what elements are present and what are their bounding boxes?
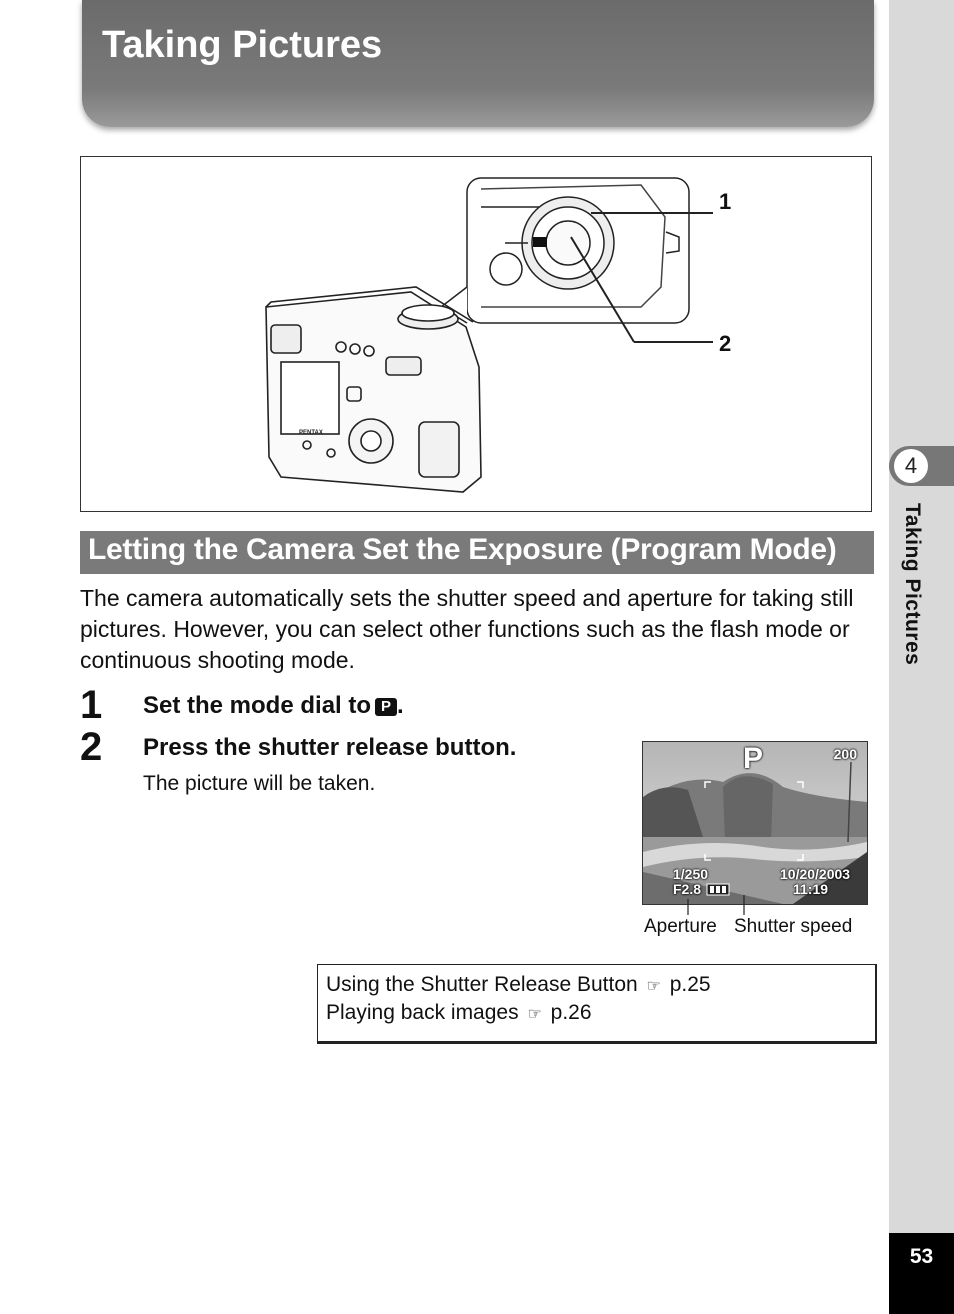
lcd-date: 10/20/2003 — [780, 866, 851, 882]
lcd-leader-lines — [640, 895, 770, 917]
program-mode-icon: P — [375, 698, 397, 716]
lcd-preview-image — [642, 741, 868, 905]
callout-1: 1 — [719, 189, 732, 214]
lcd-mode-indicator: P — [743, 742, 764, 775]
lcd-shot-count: 200 — [833, 746, 857, 762]
callout-2: 2 — [719, 331, 732, 356]
aperture-label: Aperture — [644, 916, 717, 937]
chapter-number: 4 — [894, 449, 928, 483]
step-2-subtext: The picture will be taken. — [143, 772, 376, 795]
step-1-label: Set the mode dial to — [143, 692, 372, 719]
pointing-hand-icon: ☞ — [527, 1006, 542, 1023]
shutter-speed-label: Shutter speed — [734, 916, 853, 937]
lcd-shutter-speed: 1/250 — [673, 866, 709, 882]
reference-page: p.26 — [550, 1001, 592, 1024]
page-title: Taking Pictures — [102, 24, 383, 66]
reference-page: p.25 — [669, 973, 711, 996]
step-2-number: 2 — [80, 725, 103, 769]
lcd-aperture: F2.8 — [673, 881, 702, 897]
pointing-hand-icon: ☞ — [646, 978, 661, 995]
reference-text: Using the Shutter Release Button — [326, 973, 638, 996]
reference-text: Playing back images — [326, 1001, 519, 1024]
reference-item[interactable] — [326, 1001, 592, 1025]
step-2-text: Press the shutter release button. — [143, 734, 517, 761]
lcd-time: 11:19 — [793, 881, 829, 897]
section-heading: Letting the Camera Set the Exposure (Program Mode) — [88, 533, 837, 566]
brand-logo: PENTAX — [299, 430, 323, 436]
step-1-text — [143, 692, 404, 720]
step-1-suffix: . — [397, 692, 404, 719]
intro-paragraph: The camera automatically sets the shutter speed and aperture for taking still pictures. However, you can select other functions such as the flash mode or continuous shooting mode. — [80, 585, 854, 673]
chapter-title: Taking Pictures — [901, 503, 924, 666]
page-number: 53 — [889, 1233, 954, 1314]
mode-dial-closeup — [441, 178, 713, 342]
reference-item[interactable] — [326, 973, 711, 997]
camera-illustration — [80, 156, 872, 512]
step-1-number: 1 — [80, 683, 103, 727]
camera-body — [266, 287, 481, 492]
